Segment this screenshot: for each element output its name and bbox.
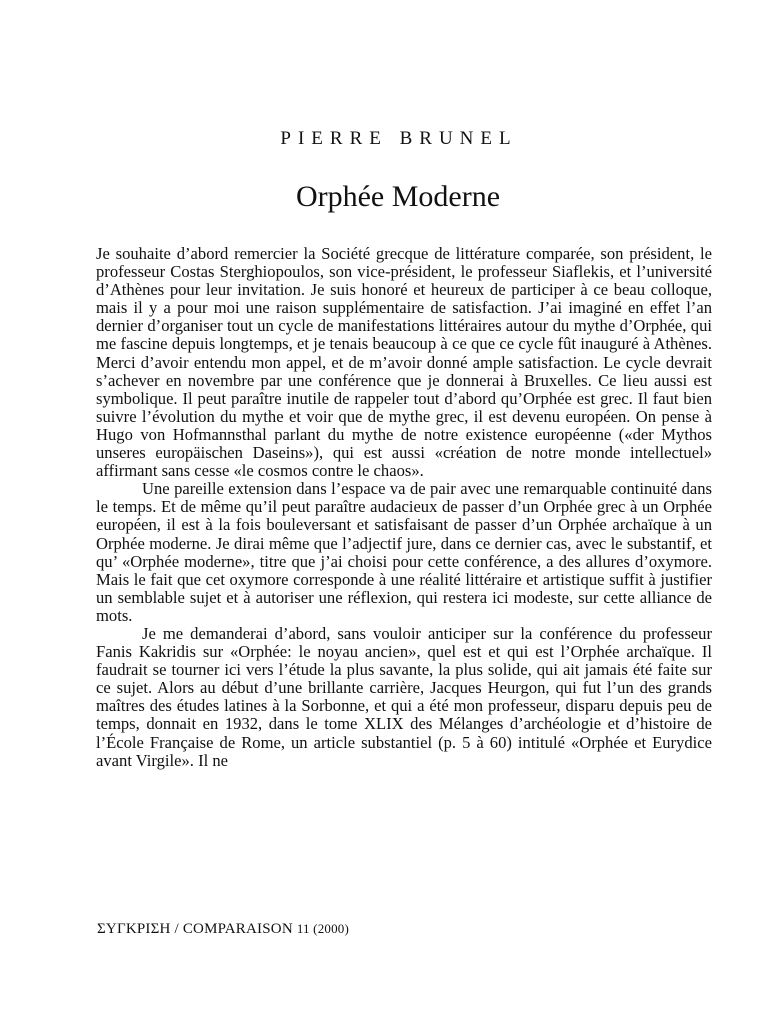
paragraph: Une pareille extension dans l’espace va de pair avec une remarquable continuité dans le temps. Et de même qu’il peut paraître audacieux de passer d’un Orphée grec à un Orphée européen, il est à la fois bouleversant et satisfaisant de passer d’un Orphée archaïque à un Orphée moderne. Je dirai même que l’adjectif jure, dans ce dernier cas, avec le substantif, et qu’ «Orphée moderne», titre que j’ai choisi pour cette conférence, a des allures d’oxymore. Mais le fait que cet oxymore corresponde à une réalité littéraire et artistique suffit à justifier un semblable sujet et à autoriser une réflexion, qui restera ici modeste, sur cette alliance de mots. xyxy=(96,479,712,625)
paragraph: Je me demanderai d’abord, sans vouloir anticiper sur la conférence du professeur Fanis Kakridis sur «Orphée: le noyau ancien», quel est et qui est l’Orphée archaïque. Il faudrait se tourner ici vers l’étude la plus savante, la plus solide, qui ait jamais été faite sur ce sujet. Alors au début d’une brillante carrière, Jacques Heurgon, qui fut l’un des grands maîtres des études latines à la Sorbonne, et qui a été mon professeur, disparu depuis peu de temps, donnait en 1932, dans le tome XLIX des Mélanges d’archéologie et d’histoire de l’École Française de Rome, un article substantiel (p. 5 à 60) intitulé «Orphée et Eurydice avant Virgile». Il ne xyxy=(96,623,712,770)
author-name: PIERRE BRUNEL xyxy=(280,128,518,149)
article-body xyxy=(96,245,712,770)
paragraph: Je souhaite d’abord remercier la Société grecque de littérature comparée, son président, le professeur Costas Sterghiopoulos, son vice-président, le professeur Siaflekis, et l’université d’Athènes pour leur invitation. Je suis honoré et heureux de participer à ce beau colloque, mais il y a pour moi une raison supplémentaire de satisfaction. J’ai imaginé en effet l’an dernier d’organiser tout un cycle de manifestations littéraires autour du mythe d’Orphée, qui me fascine depuis longtemps, et je tenais beaucoup à ce que ce cycle fût inauguré à Athènes. Merci d’avoir entendu mon appel, et de m’avoir donné ample satisfaction. Le cycle devrait s’achever en novembre par une conférence que je donnerai à Bruxelles. Ce lieu aussi est symbolique. Il peut paraître inutile de rappeler tout d’abord qu’Orphée est grec. Il faut bien suivre l’évolution du mythe et voir que de mythe grec, il est devenu européen. On pense à Hugo von Hofmannsthal parlant du mythe de notre existence européenne («der Mythos unseres europäischen Daseins»), qui est aussi «création de notre monde intellectuel» affirmant sans cesse «le cosmos contre le chaos». xyxy=(96,244,712,481)
page-footer xyxy=(97,921,349,938)
journal-name: ΣΥΓΚΡΙΣΗ / COMPARAISON xyxy=(97,921,293,937)
journal-issue: 11 (2000) xyxy=(296,921,350,936)
article-title: Orphée Moderne xyxy=(295,180,501,213)
